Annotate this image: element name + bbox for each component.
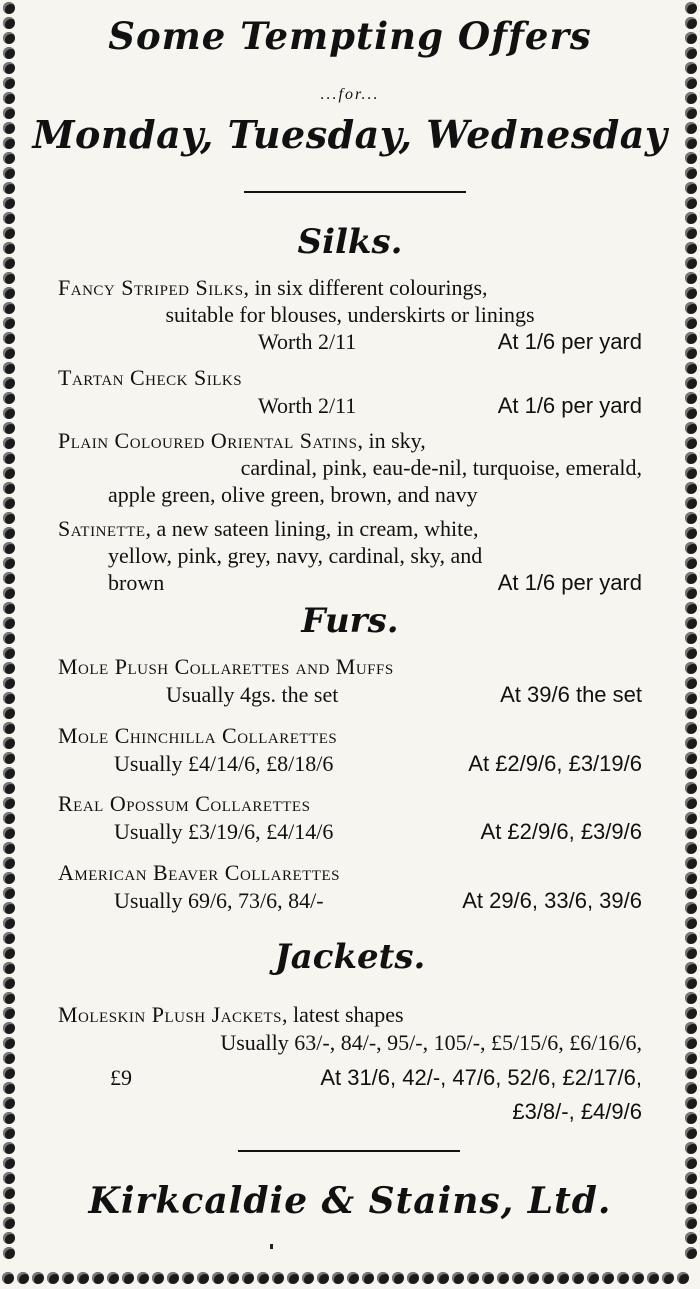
border-bead bbox=[685, 827, 697, 839]
border-bead bbox=[212, 1272, 224, 1284]
border-bead bbox=[685, 512, 697, 524]
border-bead bbox=[3, 767, 15, 779]
border-bead bbox=[497, 1272, 509, 1284]
border-bead bbox=[3, 257, 15, 269]
item-name: Fancy Striped Silks bbox=[58, 275, 244, 300]
border-bead bbox=[3, 902, 15, 914]
price-text: At £2/9/6, £3/9/6 bbox=[480, 819, 642, 844]
border-bead bbox=[685, 527, 697, 539]
item-description: , latest shapes bbox=[282, 1002, 404, 1027]
price-text: At 39/6 the set bbox=[500, 682, 642, 707]
for-connector: ...for... bbox=[320, 86, 380, 103]
border-bead bbox=[167, 1272, 179, 1284]
border-bead bbox=[685, 647, 697, 659]
silks-heading: Silks. bbox=[297, 222, 403, 262]
border-bead bbox=[3, 17, 15, 29]
border-bead bbox=[685, 437, 697, 449]
border-bead bbox=[685, 752, 697, 764]
worth-text: Worth 2/11 bbox=[258, 393, 357, 418]
border-bead bbox=[3, 842, 15, 854]
border-bead bbox=[3, 1142, 15, 1154]
border-bead bbox=[677, 1272, 689, 1284]
jackets-usual-prices: Usually 63/-, 84/-, 95/-, 105/-, £5/15/6, £6/16/6, bbox=[220, 1030, 642, 1055]
item-description: , in six different colourings, bbox=[243, 275, 488, 300]
border-bead bbox=[587, 1272, 599, 1284]
border-bead bbox=[3, 377, 15, 389]
border-bead bbox=[197, 1272, 209, 1284]
furs-item-3-name bbox=[58, 791, 642, 817]
border-bead bbox=[632, 1272, 644, 1284]
price-text: At 1/6 per yard bbox=[497, 393, 642, 418]
border-bead bbox=[3, 1022, 15, 1034]
border-bead bbox=[685, 677, 697, 689]
border-bead bbox=[422, 1272, 434, 1284]
border-bead bbox=[685, 1127, 697, 1139]
item-description: brown bbox=[108, 570, 165, 595]
firm-name: Kirkcaldie & Stains, Ltd. bbox=[88, 1180, 612, 1222]
border-bead bbox=[685, 857, 697, 869]
border-bead bbox=[3, 137, 15, 149]
border-bead bbox=[3, 287, 15, 299]
border-bead bbox=[685, 107, 697, 119]
border-bead bbox=[302, 1272, 314, 1284]
usual-price-text: Usually 69/6, 73/6, 84/- bbox=[114, 888, 324, 913]
advertisement bbox=[22, 0, 678, 1262]
border-bead bbox=[362, 1272, 374, 1284]
border-bead bbox=[685, 227, 697, 239]
ad-title: Some Tempting Offers bbox=[108, 14, 592, 58]
border-bead bbox=[685, 737, 697, 749]
border-bead bbox=[685, 1112, 697, 1124]
price-text: At 31/6, 42/-, 47/6, 52/6, £2/17/6, bbox=[320, 1065, 642, 1090]
worth-text: Worth 2/11 bbox=[258, 329, 357, 354]
border-bead bbox=[3, 407, 15, 419]
border-bead bbox=[685, 1082, 697, 1094]
border-bead bbox=[3, 992, 15, 1004]
border-bead bbox=[3, 572, 15, 584]
border-bead bbox=[3, 452, 15, 464]
border-bead bbox=[92, 1272, 104, 1284]
border-bead bbox=[3, 497, 15, 509]
border-bead bbox=[3, 722, 15, 734]
border-bead bbox=[685, 1037, 697, 1049]
furs-item-4-name bbox=[58, 860, 642, 886]
border-bead bbox=[407, 1272, 419, 1284]
jackets-price-line-2: £3/8/-, £4/9/6 bbox=[512, 1099, 642, 1124]
border-bead bbox=[685, 887, 697, 899]
price-text: At 1/6 per yard bbox=[497, 570, 642, 595]
border-bead bbox=[685, 92, 697, 104]
border-bead bbox=[685, 482, 697, 494]
border-bead bbox=[3, 1202, 15, 1214]
silks-item-3-line-1 bbox=[58, 428, 642, 454]
silks-item-2-name bbox=[58, 365, 642, 391]
border-bead bbox=[62, 1272, 74, 1284]
border-bead bbox=[3, 782, 15, 794]
border-bead bbox=[685, 137, 697, 149]
jackets-item-1-line-1 bbox=[58, 1002, 642, 1028]
border-bead bbox=[227, 1272, 239, 1284]
border-bead bbox=[122, 1272, 134, 1284]
border-bead bbox=[685, 317, 697, 329]
border-bead bbox=[3, 422, 15, 434]
border-bead bbox=[3, 1187, 15, 1199]
border-bead bbox=[685, 17, 697, 29]
usual-price-text: Usually £4/14/6, £8/18/6 bbox=[114, 751, 334, 776]
border-bead bbox=[685, 1142, 697, 1154]
border-bead bbox=[685, 347, 697, 359]
border-bead bbox=[557, 1272, 569, 1284]
border-bead bbox=[3, 677, 15, 689]
silks-item-3-line-3: apple green, olive green, brown, and navy bbox=[108, 482, 478, 507]
usual-price-text: Usually 4gs. the set bbox=[166, 682, 339, 707]
border-bead bbox=[3, 737, 15, 749]
border-bead bbox=[47, 1272, 59, 1284]
usual-price-text: Usually £3/19/6, £4/14/6 bbox=[114, 819, 334, 844]
border-bead bbox=[3, 557, 15, 569]
border-bead bbox=[685, 557, 697, 569]
border-bead bbox=[3, 752, 15, 764]
border-bead bbox=[3, 227, 15, 239]
border-bead bbox=[3, 857, 15, 869]
border-bead bbox=[685, 932, 697, 944]
border-bead bbox=[3, 467, 15, 479]
border-bead bbox=[3, 587, 15, 599]
border-bead bbox=[3, 917, 15, 929]
border-bead bbox=[3, 332, 15, 344]
border-bead bbox=[3, 1172, 15, 1184]
border-bead bbox=[685, 902, 697, 914]
border-bead bbox=[685, 272, 697, 284]
border-bead bbox=[685, 587, 697, 599]
border-bead bbox=[3, 1037, 15, 1049]
border-bead bbox=[685, 1172, 697, 1184]
border-bead bbox=[257, 1272, 269, 1284]
border-bead bbox=[685, 122, 697, 134]
border-bead bbox=[685, 1187, 697, 1199]
border-bead bbox=[685, 182, 697, 194]
border-bead bbox=[377, 1272, 389, 1284]
border-bead bbox=[482, 1272, 494, 1284]
border-bead bbox=[3, 947, 15, 959]
border-bead bbox=[3, 1232, 15, 1244]
border-bead bbox=[3, 77, 15, 89]
border-bead bbox=[685, 377, 697, 389]
border-bead bbox=[3, 362, 15, 374]
border-bead bbox=[3, 632, 15, 644]
border-bead bbox=[3, 962, 15, 974]
border-bead bbox=[685, 617, 697, 629]
border-bead bbox=[32, 1272, 44, 1284]
border-bead bbox=[152, 1272, 164, 1284]
border-bead bbox=[662, 1272, 674, 1284]
furs-item-2-name bbox=[58, 723, 642, 749]
border-bead bbox=[647, 1272, 659, 1284]
border-bead bbox=[107, 1272, 119, 1284]
border-bead bbox=[542, 1272, 554, 1284]
border-bead bbox=[3, 797, 15, 809]
border-bead bbox=[685, 287, 697, 299]
border-bead bbox=[3, 602, 15, 614]
border-bead bbox=[3, 542, 15, 554]
silks-item-1-line-1 bbox=[58, 275, 642, 301]
days-heading: Monday, Tuesday, Wednesday bbox=[32, 112, 668, 157]
border-bead bbox=[685, 692, 697, 704]
border-bead bbox=[3, 512, 15, 524]
border-bead bbox=[685, 1097, 697, 1109]
border-bead bbox=[685, 62, 697, 74]
border-bead bbox=[685, 257, 697, 269]
border-bead bbox=[3, 32, 15, 44]
item-name: Real Opossum Collarettes bbox=[58, 791, 311, 816]
border-bead bbox=[685, 32, 697, 44]
border-bead bbox=[685, 332, 697, 344]
border-bead bbox=[3, 1052, 15, 1064]
border-bead bbox=[3, 167, 15, 179]
border-bead bbox=[685, 842, 697, 854]
border-bead bbox=[685, 947, 697, 959]
border-bead bbox=[685, 1052, 697, 1064]
border-bead bbox=[3, 812, 15, 824]
border-bead bbox=[3, 152, 15, 164]
item-description: , in sky, bbox=[357, 428, 426, 453]
border-bead bbox=[3, 827, 15, 839]
item-description: , a new sateen lining, in cream, white, bbox=[145, 516, 479, 541]
border-bead bbox=[3, 347, 15, 359]
silks-item-4-line-2: yellow, pink, grey, navy, cardinal, sky, and bbox=[108, 543, 483, 568]
border-bead bbox=[77, 1272, 89, 1284]
border-bead bbox=[685, 722, 697, 734]
border-bead bbox=[685, 1247, 697, 1259]
border-bead bbox=[685, 212, 697, 224]
bottom-divider bbox=[238, 1150, 460, 1152]
silks-item-3-line-2: cardinal, pink, eau-de-nil, turquoise, emerald, bbox=[240, 455, 642, 480]
border-bead bbox=[272, 1272, 284, 1284]
border-bead bbox=[685, 422, 697, 434]
border-bead bbox=[685, 632, 697, 644]
silks-item-4-line-1 bbox=[58, 516, 642, 542]
border-bead bbox=[685, 797, 697, 809]
border-bead bbox=[437, 1272, 449, 1284]
border-bead bbox=[17, 1272, 29, 1284]
border-bead bbox=[3, 1217, 15, 1229]
border-bead bbox=[3, 272, 15, 284]
border-bead bbox=[685, 167, 697, 179]
border-bead bbox=[685, 197, 697, 209]
border-bead bbox=[242, 1272, 254, 1284]
border-bead bbox=[572, 1272, 584, 1284]
border-bead bbox=[685, 872, 697, 884]
border-bead bbox=[3, 197, 15, 209]
item-name: Mole Chinchilla Collarettes bbox=[58, 723, 338, 748]
border-bead bbox=[685, 1007, 697, 1019]
border-bead bbox=[685, 707, 697, 719]
border-bead bbox=[137, 1272, 149, 1284]
print-speck bbox=[270, 1244, 273, 1249]
border-bead bbox=[685, 407, 697, 419]
border-bead bbox=[3, 2, 15, 14]
border-bead bbox=[685, 152, 697, 164]
usual-price-text: £9 bbox=[110, 1065, 132, 1090]
border-bead bbox=[3, 617, 15, 629]
border-bead bbox=[602, 1272, 614, 1284]
border-bead bbox=[3, 872, 15, 884]
border-bead bbox=[3, 1007, 15, 1019]
item-name: American Beaver Collarettes bbox=[58, 860, 340, 885]
item-name: Satinette bbox=[58, 516, 146, 541]
border-bead bbox=[685, 467, 697, 479]
furs-item-1-name bbox=[58, 654, 642, 680]
border-bead bbox=[3, 707, 15, 719]
border-bead bbox=[3, 1247, 15, 1259]
border-bead bbox=[685, 572, 697, 584]
border-bead bbox=[317, 1272, 329, 1284]
border-bead bbox=[685, 767, 697, 779]
border-bead bbox=[3, 437, 15, 449]
border-bead bbox=[3, 302, 15, 314]
border-bead bbox=[685, 1217, 697, 1229]
border-bead bbox=[685, 2, 697, 14]
border-bead bbox=[3, 482, 15, 494]
border-bead bbox=[3, 1157, 15, 1169]
border-bead bbox=[685, 602, 697, 614]
border-bead bbox=[3, 47, 15, 59]
border-bead bbox=[392, 1272, 404, 1284]
border-bead bbox=[3, 977, 15, 989]
border-bead bbox=[3, 62, 15, 74]
border-bead bbox=[685, 812, 697, 824]
border-bead bbox=[685, 302, 697, 314]
silks-item-1-description: suitable for blouses, underskirts or linings bbox=[165, 302, 535, 327]
border-bead bbox=[685, 77, 697, 89]
border-bead bbox=[512, 1272, 524, 1284]
border-bead bbox=[3, 527, 15, 539]
bottom-decorative-border bbox=[0, 1267, 700, 1289]
border-bead bbox=[3, 1112, 15, 1124]
jackets-heading: Jackets. bbox=[274, 937, 426, 977]
border-bead bbox=[182, 1272, 194, 1284]
border-bead bbox=[3, 122, 15, 134]
border-bead bbox=[685, 542, 697, 554]
border-bead bbox=[685, 47, 697, 59]
border-bead bbox=[685, 917, 697, 929]
border-bead bbox=[685, 977, 697, 989]
item-name: Plain Coloured Oriental Satins bbox=[58, 428, 358, 453]
border-bead bbox=[685, 962, 697, 974]
border-bead bbox=[685, 497, 697, 509]
border-bead bbox=[3, 692, 15, 704]
border-bead bbox=[685, 782, 697, 794]
border-bead bbox=[3, 887, 15, 899]
border-bead bbox=[685, 1232, 697, 1244]
border-bead bbox=[3, 242, 15, 254]
border-bead bbox=[685, 452, 697, 464]
border-bead bbox=[3, 1127, 15, 1139]
border-bead bbox=[3, 182, 15, 194]
border-bead bbox=[685, 992, 697, 1004]
border-bead bbox=[3, 317, 15, 329]
item-name: Tartan Check Silks bbox=[58, 365, 243, 390]
border-bead bbox=[685, 662, 697, 674]
border-bead bbox=[3, 92, 15, 104]
item-name: Moleskin Plush Jackets bbox=[58, 1002, 283, 1027]
left-decorative-border bbox=[0, 0, 18, 1268]
border-bead bbox=[2, 1272, 14, 1284]
right-decorative-border bbox=[682, 0, 700, 1268]
top-divider bbox=[244, 191, 466, 193]
border-bead bbox=[685, 1067, 697, 1079]
border-bead bbox=[685, 1202, 697, 1214]
border-bead bbox=[287, 1272, 299, 1284]
border-bead bbox=[3, 932, 15, 944]
border-bead bbox=[3, 1067, 15, 1079]
border-bead bbox=[332, 1272, 344, 1284]
price-text: At £2/9/6, £3/19/6 bbox=[468, 751, 642, 776]
border-bead bbox=[685, 242, 697, 254]
price-text: At 29/6, 33/6, 39/6 bbox=[462, 888, 642, 913]
border-bead bbox=[347, 1272, 359, 1284]
furs-heading: Furs. bbox=[301, 601, 399, 641]
border-bead bbox=[685, 1022, 697, 1034]
border-bead bbox=[685, 1157, 697, 1169]
border-bead bbox=[685, 392, 697, 404]
price-text: At 1/6 per yard bbox=[497, 329, 642, 354]
border-bead bbox=[685, 362, 697, 374]
border-bead bbox=[3, 662, 15, 674]
border-bead bbox=[3, 212, 15, 224]
item-name: Mole Plush Collarettes and Muffs bbox=[58, 654, 394, 679]
border-bead bbox=[3, 107, 15, 119]
border-bead bbox=[3, 1082, 15, 1094]
border-bead bbox=[452, 1272, 464, 1284]
border-bead bbox=[3, 647, 15, 659]
border-bead bbox=[467, 1272, 479, 1284]
border-bead bbox=[617, 1272, 629, 1284]
border-bead bbox=[3, 392, 15, 404]
border-bead bbox=[527, 1272, 539, 1284]
border-bead bbox=[3, 1097, 15, 1109]
